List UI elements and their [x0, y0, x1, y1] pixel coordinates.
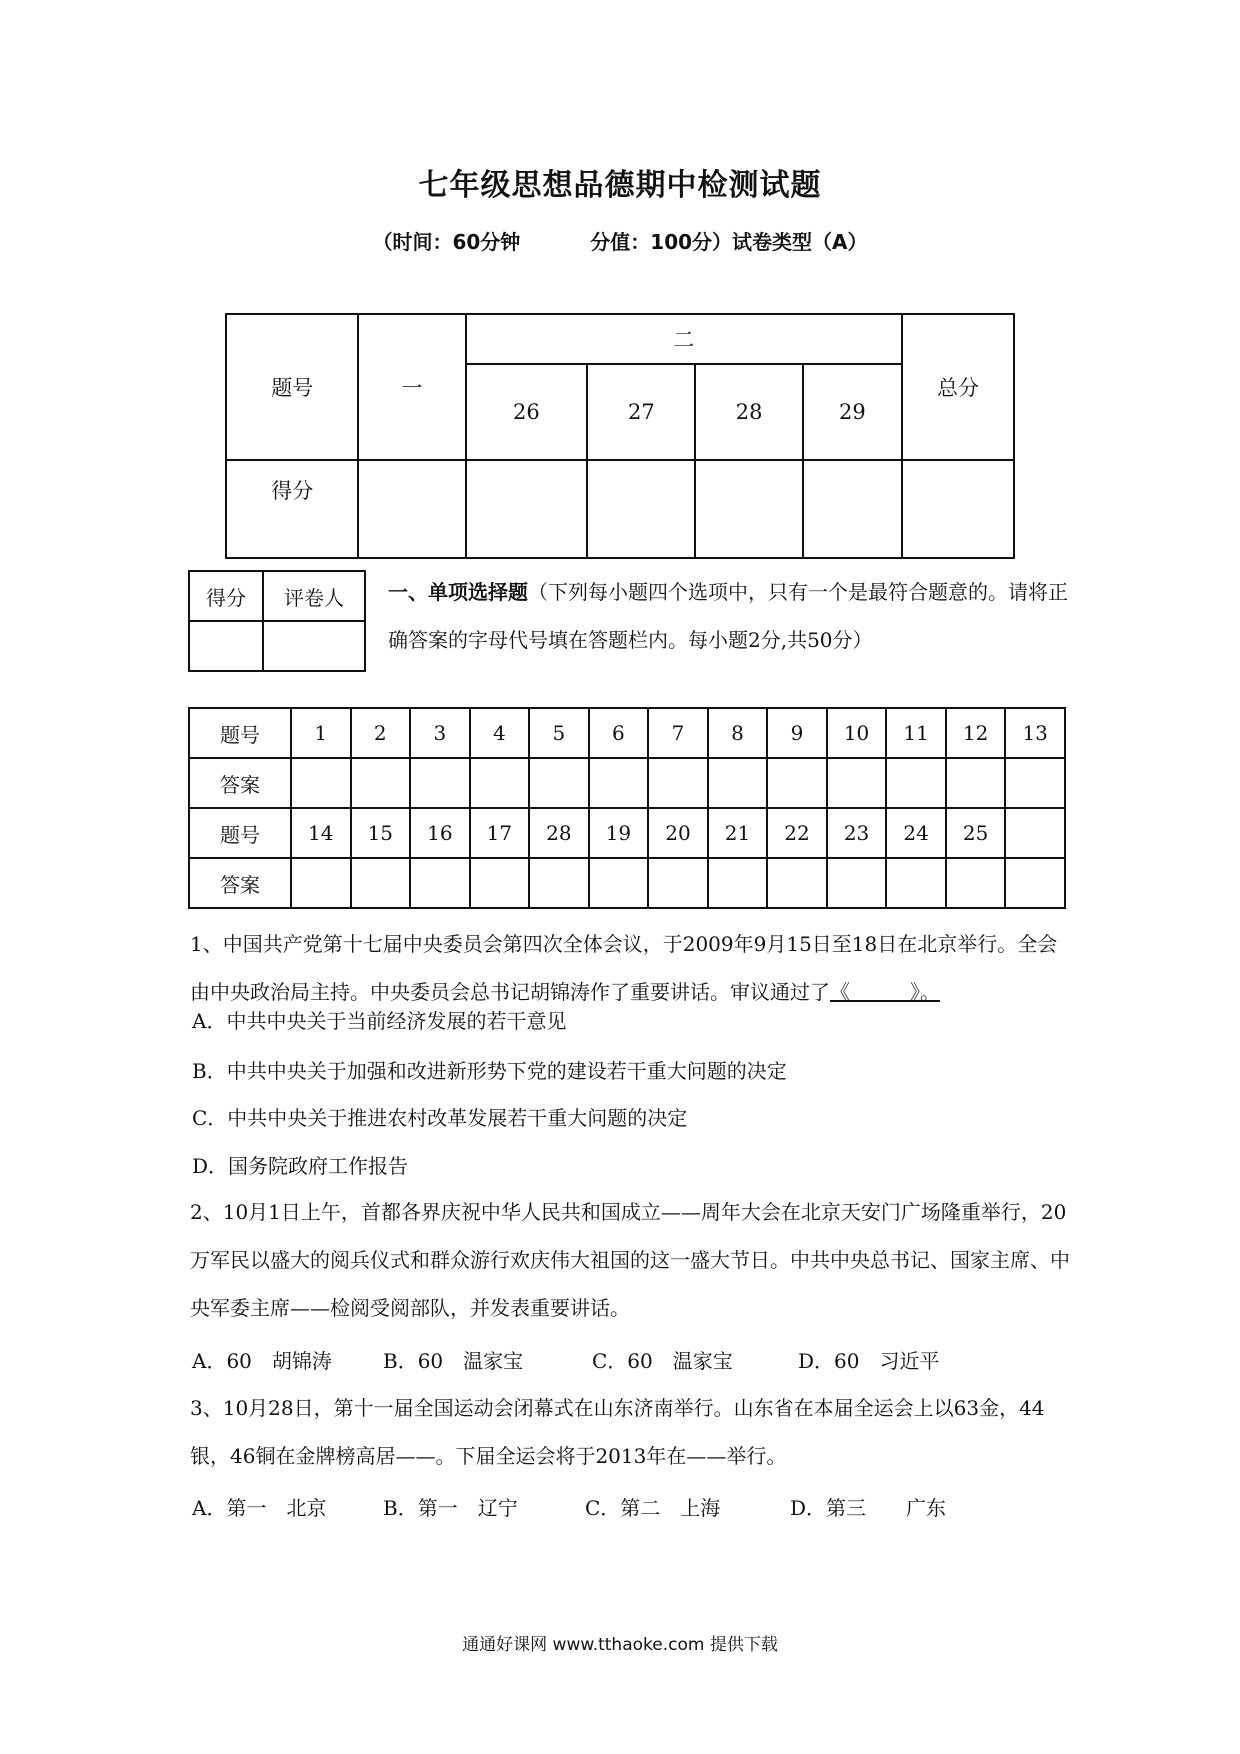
question-number: 3 — [410, 708, 470, 758]
question-number: 9 — [767, 708, 827, 758]
score-cell[interactable] — [902, 460, 1014, 558]
question-1-text — [190, 920, 1070, 1016]
score-summary-table — [225, 313, 1015, 559]
section-one-instructions: （下列每小题四个选项中，只有一个是最符合题意的。请将正确答案的字母代号填在答题栏内。每小题2分,共50分） — [388, 580, 1068, 652]
question-number: 10 — [827, 708, 887, 758]
question-number: 15 — [351, 808, 411, 858]
section-one-header: 一 — [358, 314, 465, 460]
score-row-label: 得分 — [226, 460, 358, 558]
q28-header: 28 — [695, 364, 802, 460]
question-3-option-c: C．第二 上海 — [585, 1496, 721, 1520]
q29-header: 29 — [803, 364, 902, 460]
answer-cell[interactable] — [529, 858, 589, 908]
row-header-cell: 题号 — [226, 314, 358, 460]
section-one-heading — [388, 568, 1068, 664]
answer-table — [188, 707, 1066, 909]
question-2-option-d: D．60 习近平 — [798, 1349, 940, 1373]
question-1-option-d: D．国务院政府工作报告 — [192, 1154, 409, 1178]
question-number: 17 — [470, 808, 530, 858]
answer-table-row — [189, 758, 1065, 808]
question-number: 6 — [589, 708, 649, 758]
question-number: 22 — [767, 808, 827, 858]
question-2-option-a: A．60 胡锦涛 — [192, 1349, 332, 1373]
question-number: 1 — [291, 708, 351, 758]
question-2-text: 2、10月1日上午，首都各界庆祝中华人民共和国成立——周年大会在北京天安门广场隆重举行，20万军民以盛大的阅兵仪式和群众游行欢庆伟大祖国的这一盛大节日。中共中央总书记、国家主席、中央军委主席——检阅受阅部队，并发表重要讲话。 — [190, 1200, 1070, 1320]
question-number: 7 — [648, 708, 708, 758]
answer-cell[interactable] — [708, 858, 768, 908]
answer-cell[interactable] — [1005, 758, 1065, 808]
question-number-label: 题号 — [189, 808, 291, 858]
question-2-option-b: B．60 温家宝 — [383, 1349, 524, 1373]
question-1-option-a: A．中共中央关于当前经济发展的若干意见 — [192, 1009, 567, 1033]
answer-cell[interactable] — [351, 858, 411, 908]
page-title: 七年级思想品德期中检测试题 — [418, 168, 822, 203]
answer-cell[interactable] — [886, 858, 946, 908]
score-cell[interactable] — [587, 460, 695, 558]
question-number: 28 — [529, 808, 589, 858]
question-3-option-d: D．第三 广东 — [790, 1496, 947, 1520]
question-3-option-a: A．第一 北京 — [192, 1496, 327, 1520]
question-1-blank: 《 》。 — [830, 980, 940, 1004]
answer-cell[interactable] — [648, 858, 708, 908]
question-number: 19 — [589, 808, 649, 858]
answer-cell[interactable] — [767, 858, 827, 908]
answer-cell[interactable] — [946, 858, 1006, 908]
grader-score-cell[interactable] — [189, 621, 263, 671]
exam-time: （时间：60分钟 — [372, 230, 521, 254]
score-cell[interactable] — [695, 460, 802, 558]
score-cell[interactable] — [358, 460, 465, 558]
question-1-stem: 1、中国共产党第十七届中央委员会第四次全体会议，于2009年9月15日至18日在北京举行。全会由中央政治局主持。中央委员会总书记胡锦涛作了重要讲话。审议通过了 — [190, 932, 1058, 1004]
question-number: 11 — [886, 708, 946, 758]
answer-cell[interactable] — [410, 858, 470, 908]
answer-cell[interactable] — [470, 758, 530, 808]
question-number: 2 — [351, 708, 411, 758]
answer-cell[interactable] — [648, 758, 708, 808]
answer-cell[interactable] — [767, 758, 827, 808]
exam-score-type: 分值：100分）试卷类型（A） — [590, 230, 868, 254]
answer-cell[interactable] — [529, 758, 589, 808]
question-number: 24 — [886, 808, 946, 858]
answer-cell[interactable] — [291, 758, 351, 808]
section-one-title: 一、单项选择题 — [388, 580, 528, 604]
answer-cell[interactable] — [410, 758, 470, 808]
answer-cell[interactable] — [827, 858, 887, 908]
grader-name-label: 评卷人 — [263, 571, 365, 621]
answer-cell[interactable] — [708, 758, 768, 808]
answer-cell[interactable] — [470, 858, 530, 908]
grader-table — [188, 570, 366, 672]
answer-cell[interactable] — [886, 758, 946, 808]
question-number: 25 — [946, 808, 1006, 858]
question-number: 20 — [648, 808, 708, 858]
question-number: 23 — [827, 808, 887, 858]
question-3-option-b: B．第一 辽宁 — [383, 1496, 518, 1520]
answer-cell[interactable] — [589, 758, 649, 808]
answer-cell[interactable] — [1005, 858, 1065, 908]
answer-table-row — [189, 808, 1065, 858]
answer-cell[interactable] — [589, 858, 649, 908]
question-number: 13 — [1005, 708, 1065, 758]
answer-cell[interactable] — [351, 758, 411, 808]
question-number: 16 — [410, 808, 470, 858]
exam-info — [0, 226, 1240, 255]
answer-label: 答案 — [189, 858, 291, 908]
section-two-header: 二 — [466, 314, 903, 364]
q26-header: 26 — [466, 364, 588, 460]
page-footer: 通通好课网 www.tthaoke.com 提供下载 — [462, 1635, 778, 1655]
score-cell[interactable] — [466, 460, 588, 558]
answer-cell[interactable] — [827, 758, 887, 808]
score-cell[interactable] — [803, 460, 902, 558]
question-number: 14 — [291, 808, 351, 858]
grader-score-label: 得分 — [189, 571, 263, 621]
question-number: 12 — [946, 708, 1006, 758]
answer-cell[interactable] — [946, 758, 1006, 808]
question-2-option-c: C．60 温家宝 — [592, 1349, 733, 1373]
answer-cell[interactable] — [291, 858, 351, 908]
question-number — [1005, 808, 1065, 858]
question-number-label: 题号 — [189, 708, 291, 758]
total-header: 总分 — [902, 314, 1014, 460]
answer-table-row — [189, 858, 1065, 908]
question-number: 8 — [708, 708, 768, 758]
grader-name-cell[interactable] — [263, 621, 365, 671]
question-number: 5 — [529, 708, 589, 758]
question-number: 21 — [708, 808, 768, 858]
question-3-text: 3、10月28日，第十一届全国运动会闭幕式在山东济南举行。山东省在本届全运会上以63金，44银，46铜在金牌榜高居——。下届全运会将于2013年在——举行。 — [190, 1396, 1045, 1468]
question-number: 4 — [470, 708, 530, 758]
question-1-option-b: B．中共中央关于加强和改进新形势下党的建设若干重大问题的决定 — [192, 1059, 787, 1083]
question-1-option-c: C．中共中央关于推进农村改革发展若干重大问题的决定 — [192, 1106, 688, 1130]
answer-table-row — [189, 708, 1065, 758]
answer-label: 答案 — [189, 758, 291, 808]
q27-header: 27 — [587, 364, 695, 460]
